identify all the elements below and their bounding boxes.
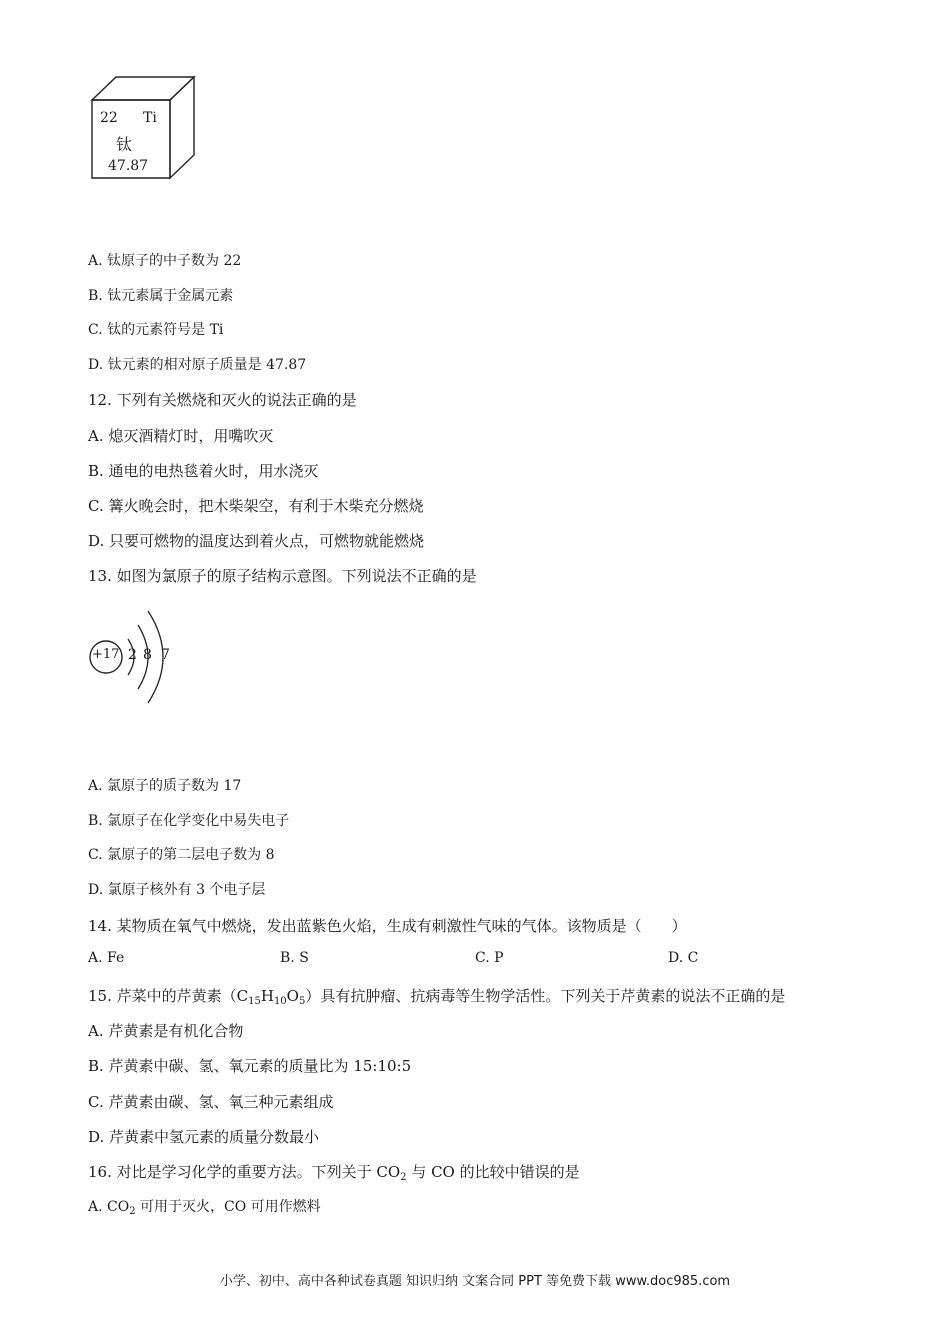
- shell-1-electrons: 2: [128, 647, 137, 663]
- q14-stem: 14. 某物质在氧气中燃烧，发出蓝紫色火焰，生成有刺激性气味的气体。该物质是（ ）: [88, 917, 687, 935]
- q15-sub-o: 5: [298, 996, 306, 1007]
- q13-option-b: B. 氯原子在化学变化中易失电子: [88, 813, 290, 829]
- q15-h: H: [260, 987, 274, 1005]
- q12-option-c: C. 篝火晚会时，把木柴架空，有利于木柴充分燃烧: [88, 497, 424, 515]
- q16-stem: [88, 1162, 580, 1188]
- q13-option-c: C. 氯原子的第二层电子数为 8: [88, 847, 275, 863]
- q16-stem-post: 与 CO 的比较中错误的是: [406, 1163, 580, 1181]
- q15-option-a: A. 芹黄素是有机化合物: [88, 1022, 244, 1040]
- q13-stem: 13. 如图为氯原子的原子结构示意图。下列说法不正确的是: [88, 567, 477, 585]
- q15-stem-post: ）具有抗肿瘤、抗病毒等生物学活性。下列关于芹黄素的说法不正确的是: [305, 987, 786, 1005]
- q15-option-b: B. 芹黄素中碳、氢、氧元素的质量比为 15:10:5: [88, 1057, 412, 1075]
- q15-sub-h: 10: [273, 996, 287, 1007]
- q11-option-c: C. 钛的元素符号是 Ti: [88, 322, 224, 338]
- q13-option-d: D. 氯原子核外有 3 个电子层: [88, 882, 266, 898]
- q15-stem-pre: 15. 芹菜中的芹黄素（C: [88, 987, 249, 1005]
- q15-stem: [88, 986, 785, 1012]
- atomic-mass: 47.87: [108, 158, 149, 174]
- q16-option-a-pre: A. CO: [88, 1199, 130, 1215]
- shell-2-electrons: 8: [143, 647, 152, 663]
- element-name: 钛: [116, 135, 133, 154]
- q15-o: O: [286, 987, 299, 1005]
- q14-option-d: D. C: [668, 950, 699, 966]
- q11-option-b: B. 钛元素属于金属元素: [88, 288, 234, 304]
- q15-sub-c: 15: [248, 996, 261, 1007]
- q16-option-a: [88, 1197, 321, 1222]
- q16-option-a-post: 可用于灭火，CO 可用作燃料: [135, 1199, 321, 1215]
- q16-stem-pre: 16. 对比是学习化学的重要方法。下列关于 CO: [88, 1163, 401, 1181]
- q15-option-c: C. 芹黄素由碳、氢、氧三种元素组成: [88, 1093, 334, 1111]
- q14-option-a: A. Fe: [88, 950, 125, 966]
- q12-option-b: B. 通电的电热毯着火时，用水浇灭: [88, 462, 319, 480]
- q15-option-d: D. 芹黄素中氢元素的质量分数最小: [88, 1128, 320, 1146]
- nucleus-charge: +17: [92, 647, 120, 662]
- element-symbol: Ti: [143, 110, 157, 126]
- q12-stem: 12. 下列有关燃烧和灭火的说法正确的是: [88, 391, 357, 409]
- shell-3-electrons: 7: [161, 647, 170, 663]
- atomic-number: 22: [100, 110, 118, 126]
- q14-option-c: C. P: [475, 950, 504, 966]
- q13-option-a: A. 氯原子的质子数为 17: [88, 778, 242, 794]
- q11-option-a: A. 钛原子的中子数为 22: [88, 253, 242, 269]
- chlorine-atom-diagram: [88, 595, 188, 715]
- q16-option-a-sub: 2: [129, 1206, 136, 1217]
- q11-option-d: D. 钛元素的相对原子质量是 47.87: [88, 357, 307, 373]
- q12-option-a: A. 熄灭酒精灯时，用嘴吹灭: [88, 427, 274, 445]
- element-card: [88, 74, 198, 184]
- q12-option-d: D. 只要可燃物的温度达到着火点，可燃物就能燃烧: [88, 532, 425, 550]
- q14-option-b: B. S: [280, 950, 309, 966]
- q16-sub: 2: [400, 1172, 407, 1183]
- page-footer: 小学、初中、高中各种试卷真题 知识归纳 文案合同 PPT 等免费下载 www.doc985.com: [219, 1274, 731, 1289]
